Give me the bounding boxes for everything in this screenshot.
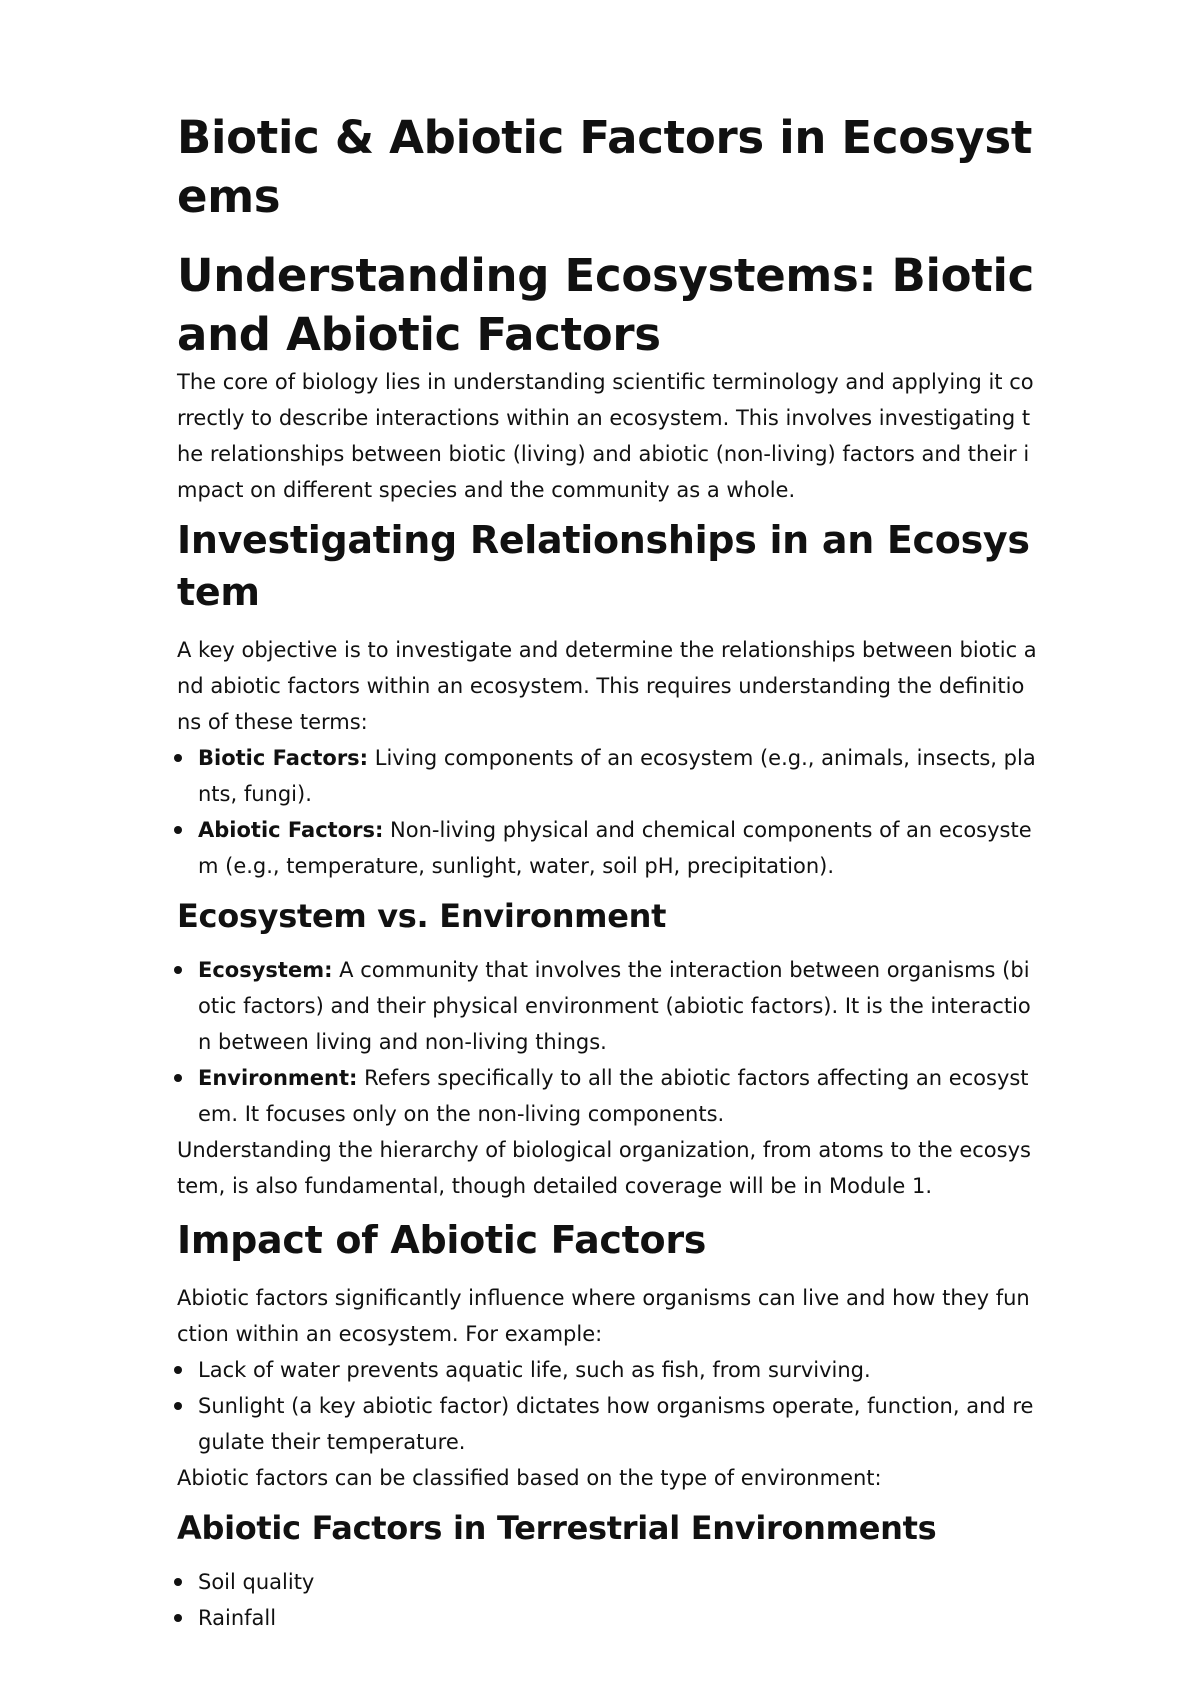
document-title: Biotic & Abiotic Factors in Ecosystems	[177, 111, 1033, 223]
paragraph-classification: Abiotic factors can be classified based on the type of environment:	[177, 1466, 882, 1490]
heading-understanding-ecosystems: Understanding Ecosystems: Biotic and Abiotic Factors	[177, 249, 1035, 361]
bullet-icon	[174, 1074, 182, 1082]
term-ecosystem: Ecosystem:	[198, 958, 333, 982]
list-item-biotic-factors	[177, 740, 1037, 812]
bullet-icon	[174, 826, 182, 834]
term-biotic-factors: Biotic Factors:	[198, 746, 369, 770]
example-sunlight: Sunlight (a key abiotic factor) dictates how organisms operate, function, and regulate their temperature.	[198, 1394, 1034, 1454]
bullet-icon	[174, 1366, 182, 1374]
heading-ecosystem-vs-environment: Ecosystem vs. Environment	[177, 897, 667, 935]
factor-soil-quality: Soil quality	[198, 1570, 315, 1594]
list-item-abiotic-factors	[177, 812, 1037, 884]
bullet-icon	[174, 1578, 182, 1586]
definition-environment: Refers specifically to all the abiotic factors affecting an ecosystem. It focuses only on the non-living components.	[198, 1066, 1029, 1126]
list-item-ecosystem	[177, 952, 1037, 1060]
list-ecosystem-environment	[177, 952, 1037, 1132]
bullet-icon	[174, 1402, 182, 1410]
paragraph-understanding: The core of biology lies in understanding scientific terminology and applying it correctly to describe interactions within an ecosystem. This involves investigating the relationships between biotic (living) and abiotic (non-living) factors and their impact on different species and the community as a whole.	[177, 370, 1034, 502]
bullet-icon	[174, 754, 182, 762]
heading-investigating-relationships: Investigating Relationships in an Ecosystem	[177, 518, 1030, 614]
heading-terrestrial-environments: Abiotic Factors in Terrestrial Environments	[177, 1509, 937, 1547]
list-impact-examples	[177, 1352, 1037, 1460]
definition-abiotic-factors: Non-living physical and chemical components of an ecosystem (e.g., temperature, sunlight, water, soil pH, precipitation).	[198, 818, 1032, 878]
document-page	[177, 108, 1037, 1636]
paragraph-impact: Abiotic factors significantly influence where organisms can live and how they function within an ecosystem. For example:	[177, 1286, 1030, 1346]
example-lack-of-water: Lack of water prevents aquatic life, such as fish, from surviving.	[198, 1358, 871, 1382]
bullet-icon	[174, 966, 182, 974]
list-terrestrial-factors	[177, 1564, 1037, 1636]
heading-impact-abiotic: Impact of Abiotic Factors	[177, 1218, 707, 1262]
paragraph-hierarchy: Understanding the hierarchy of biological organization, from atoms to the ecosystem, is also fundamental, though detailed coverage will be in Module 1.	[177, 1138, 1031, 1198]
term-environment: Environment:	[198, 1066, 358, 1090]
definition-ecosystem: A community that involves the interaction between organisms (biotic factors) and their physical environment (abiotic factors). It is the interaction between living and non-living things.	[198, 958, 1031, 1054]
definition-biotic-factors: Living components of an ecosystem (e.g., animals, insects, plants, fungi).	[198, 746, 1036, 806]
list-item-rainfall	[177, 1600, 1037, 1636]
bullet-icon	[174, 1614, 182, 1622]
paragraph-investigating: A key objective is to investigate and determine the relationships between biotic and abiotic factors within an ecosystem. This requires understanding the definitions of these terms:	[177, 638, 1037, 734]
list-definitions	[177, 740, 1037, 884]
factor-rainfall: Rainfall	[198, 1606, 277, 1630]
list-item-lack-of-water	[177, 1352, 1037, 1388]
list-item-sunlight	[177, 1388, 1037, 1460]
list-item-environment	[177, 1060, 1037, 1132]
list-item-soil-quality	[177, 1564, 1037, 1600]
term-abiotic-factors: Abiotic Factors:	[198, 818, 384, 842]
